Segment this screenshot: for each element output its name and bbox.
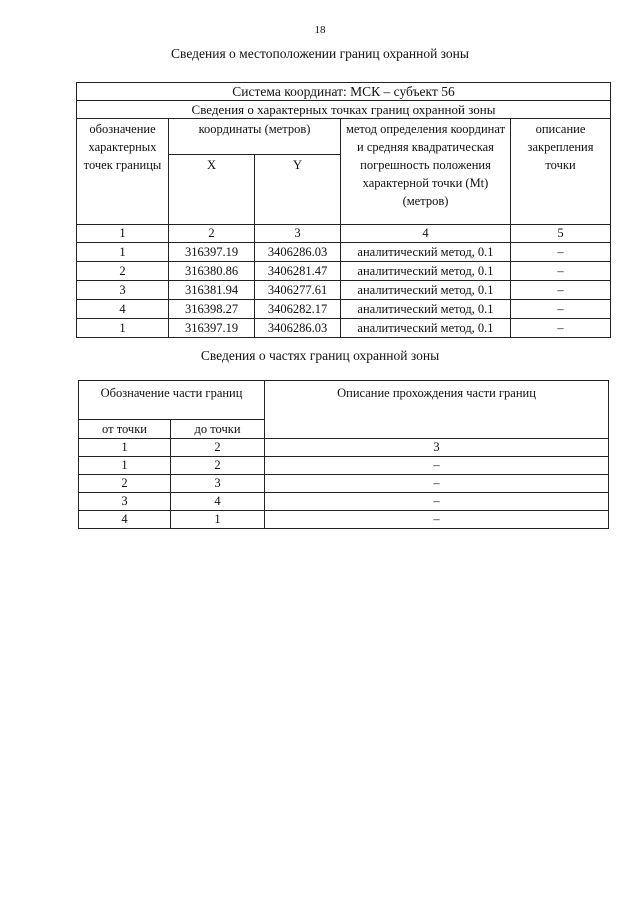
points-table <box>76 82 611 338</box>
from-point: 4 <box>79 511 171 529</box>
point-id: 1 <box>77 319 169 338</box>
coord-x: 316397.19 <box>169 319 255 338</box>
to-point: 2 <box>171 457 265 475</box>
table-row <box>79 493 609 511</box>
column-number: 1 <box>79 439 171 457</box>
table-row <box>77 319 611 338</box>
column-number: 3 <box>265 439 609 457</box>
header-y: Y <box>255 155 341 225</box>
coord-x: 316381.94 <box>169 281 255 300</box>
points-subtitle: Сведения о характерных точках границ охранной зоны <box>77 101 611 119</box>
coord-y: 3406277.61 <box>255 281 341 300</box>
header-description: описание закрепления точки <box>511 119 611 225</box>
coord-y: 3406286.03 <box>255 319 341 338</box>
point-id: 4 <box>77 300 169 319</box>
coordinate-system: Система координат: МСК – субъект 56 <box>77 83 611 101</box>
point-description: – <box>511 319 611 338</box>
point-description: – <box>511 262 611 281</box>
column-number: 2 <box>171 439 265 457</box>
coord-y: 3406282.17 <box>255 300 341 319</box>
method: аналитический метод, 0.1 <box>341 300 511 319</box>
header-from-point: от точки <box>79 420 171 439</box>
part-description: – <box>265 493 609 511</box>
column-number: 4 <box>341 225 511 243</box>
table-row <box>77 281 611 300</box>
header-point: обозначение характерных точек границы <box>77 119 169 225</box>
header-method: метод определения координат и средняя квадратическая погрешность положения характерной точки (Mt) (метров) <box>341 119 511 225</box>
point-description: – <box>511 281 611 300</box>
point-id: 3 <box>77 281 169 300</box>
point-id: 2 <box>77 262 169 281</box>
method: аналитический метод, 0.1 <box>341 243 511 262</box>
from-point: 2 <box>79 475 171 493</box>
part-description: – <box>265 457 609 475</box>
table-row <box>79 457 609 475</box>
column-number: 1 <box>77 225 169 243</box>
from-point: 1 <box>79 457 171 475</box>
column-number: 5 <box>511 225 611 243</box>
to-point: 1 <box>171 511 265 529</box>
point-description: – <box>511 300 611 319</box>
method: аналитический метод, 0.1 <box>341 262 511 281</box>
coord-y: 3406281.47 <box>255 262 341 281</box>
header-x: X <box>169 155 255 225</box>
column-number: 2 <box>169 225 255 243</box>
table-row <box>79 511 609 529</box>
method: аналитический метод, 0.1 <box>341 281 511 300</box>
header-part-description: Описание прохождения части границ <box>265 381 609 439</box>
coord-x: 316398.27 <box>169 300 255 319</box>
method: аналитический метод, 0.1 <box>341 319 511 338</box>
to-point: 3 <box>171 475 265 493</box>
section-title-boundaries: Сведения о местоположении границ охранной зоны <box>171 46 469 61</box>
point-id: 1 <box>77 243 169 262</box>
section-title-parts: Сведения о частях границ охранной зоны <box>200 348 440 363</box>
table-row <box>77 243 611 262</box>
coord-y: 3406286.03 <box>255 243 341 262</box>
table-row <box>77 300 611 319</box>
part-description: – <box>265 511 609 529</box>
coord-x: 316380.86 <box>169 262 255 281</box>
table-row <box>79 475 609 493</box>
part-description: – <box>265 475 609 493</box>
parts-table <box>78 380 609 529</box>
header-to-point: до точки <box>171 420 265 439</box>
to-point: 4 <box>171 493 265 511</box>
coord-x: 316397.19 <box>169 243 255 262</box>
point-description: – <box>511 243 611 262</box>
from-point: 3 <box>79 493 171 511</box>
column-number: 3 <box>255 225 341 243</box>
table-row <box>77 262 611 281</box>
header-part: Обозначение части границ <box>79 381 265 420</box>
header-coords: координаты (метров) <box>169 119 341 155</box>
page-number: 18 <box>314 24 326 36</box>
